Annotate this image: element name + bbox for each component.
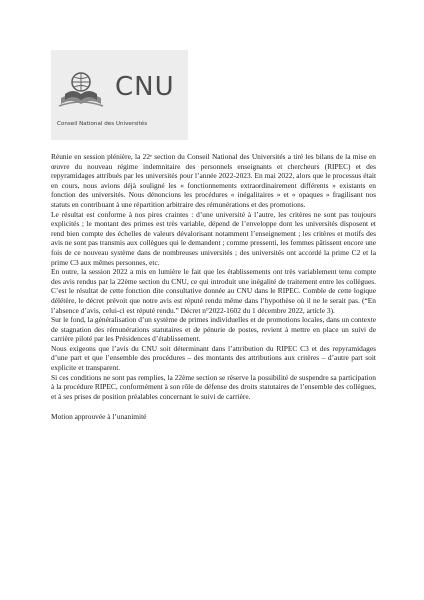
cnu-logo bbox=[51, 50, 188, 140]
motion-status: Motion approuvée à l’unanimité bbox=[51, 412, 147, 422]
motion-text bbox=[51, 152, 376, 422]
paragraph-result: Le résultat est conforme à nos pires craintes : d’une université à l’autre, les critères ne sont pas toujours explicités ; le montant des primes est très variable, dépend de l’enveloppe dont les universités disposent et rend bien compte des échelles de valeurs dévalorisant notamment l’enseignement ; les critères et motifs des avis ne sont pas transmis aux collègues qui le demandent ; comme pressenti, les femmes pâtissent encore une fois de ce nouveau système dans de nombreuses universités ; des universités ont accordé la prime C2 et la prime C3 aux mêmes personnes, etc. bbox=[51, 209, 376, 267]
paragraph-conditions: Si ces conditions ne sont pas remplies, la 22ème section se réserve la possibilité de suspendre sa participation à la procédure RIPEC, conformément à son rôle de défense des droits statutaires de l’ensemble des collègues, et à ses prises de position préalables concernant le suivi de carrière. bbox=[51, 372, 376, 401]
logo-full-name: Conseil National des Universités bbox=[57, 121, 148, 127]
logo-acronym: CNU bbox=[115, 72, 175, 102]
open-book-emblem-icon bbox=[57, 68, 105, 114]
paragraph-demands: Nous exigeons que l’avis du CNU soit déterminant dans l’attribution du RIPEC C3 et des repyramidages d’une part et que l’ensemble des procédures – des montants des attributions aux critères – d’autre part soit explicite et transparent. bbox=[51, 343, 376, 373]
paragraph-session-2022: En outre, la session 2022 a mis en lumière le fait que les établissements ont très variablement tenu compte des avis rendus par la 22ème section du CNU, ce qui introduit une inégalité de traitement entre les collègues. C’est le résultat de cette fonction dite consultative donnée au CNU dans le RIPEC. Comble de cette logique délétère, le décret prévoit que notre avis est réputé rendu même dans l’hypothèse où il ne le serait pas. (“En l’absence d’avis, celui-ci est réputé rendu.” Décret n°2022-1602 du 1 décembre 2022, article 3). bbox=[51, 267, 376, 315]
paragraph-substance: Sur le fond, la généralisation d’un système de primes individuelles et de promotions locales, dans un contexte de stagnation des rémunérations statutaires et de pénurie de postes, revient à mettre en place un suivi de carrière piloté par les Présidences d’établissement. bbox=[51, 315, 376, 344]
paragraph-intro: Réunie en session plénière, la 22ᵉ section du Conseil National des Universités a tiré les bilans de la mise en œuvre du nouveau régime indemnitaire des personnels enseignants et chercheurs (RIPEC) et des repyramidages attribués par les universités pour l’année 2022-2023. En mai 2022, alors que le processus était en cours, nous avions déjà souligné les « fonctionnements extraordinairement différents » existants en fonction des universités. Nous dénoncions les procédures « inégalitaires » et « opaques » fragilisant nos statuts en contribuant à une répartition arbitraire des rémunérations et des promotions. bbox=[51, 152, 376, 209]
